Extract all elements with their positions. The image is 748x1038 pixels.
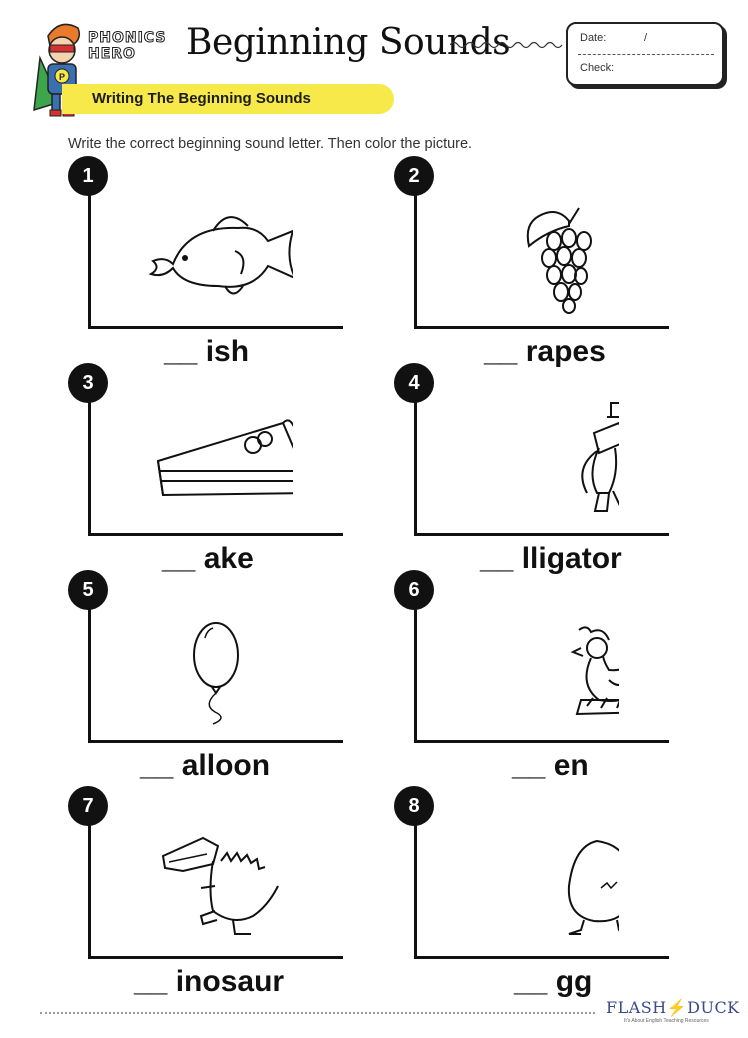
cake-icon xyxy=(143,393,293,523)
egg-icon xyxy=(469,816,619,946)
hen-icon xyxy=(469,600,619,730)
date-slash: / xyxy=(644,32,648,44)
card-border-horizontal xyxy=(414,740,669,743)
word-ending: ish xyxy=(205,335,250,368)
flashduck-logo xyxy=(606,998,740,1017)
item-card-6 xyxy=(408,578,714,782)
item-card-8 xyxy=(408,794,714,998)
word-ending: gg xyxy=(555,965,593,998)
page-title: Beginning Sounds xyxy=(186,22,511,63)
lightning-icon: ⚡ xyxy=(666,998,688,1017)
item-card-3 xyxy=(82,371,388,575)
footer-divider xyxy=(40,1012,595,1014)
card-border-vertical xyxy=(414,816,417,958)
answer-blank: __ xyxy=(164,335,198,368)
alligator-icon xyxy=(469,393,619,523)
date-divider xyxy=(578,54,714,55)
item-number: 3 xyxy=(68,363,108,403)
card-border-horizontal xyxy=(88,740,343,743)
card-border-vertical xyxy=(88,600,91,742)
item-word xyxy=(512,749,589,783)
card-border-horizontal xyxy=(88,956,343,959)
word-ending: inosaur xyxy=(175,965,285,998)
item-number: 7 xyxy=(68,786,108,826)
answer-blank: __ xyxy=(480,542,514,575)
item-number: 2 xyxy=(394,156,434,196)
answer-blank: __ xyxy=(514,965,548,998)
answer-blank: __ xyxy=(484,335,518,368)
dinosaur-icon xyxy=(143,816,293,946)
phonics-hero-logo xyxy=(88,30,183,72)
card-border-vertical xyxy=(88,186,91,328)
fish-icon xyxy=(143,186,293,316)
subtitle: Writing The Beginning Sounds xyxy=(92,90,311,107)
card-border-vertical xyxy=(414,393,417,535)
word-ending: ake xyxy=(203,542,254,575)
word-ending: en xyxy=(553,749,589,782)
item-word xyxy=(162,542,254,576)
word-ending: alloon xyxy=(181,749,271,782)
item-number: 8 xyxy=(394,786,434,826)
logo-line1: PHONICS xyxy=(88,30,167,46)
card-border-vertical xyxy=(88,816,91,958)
item-word xyxy=(484,335,606,369)
word-ending: rapes xyxy=(525,335,606,368)
brand-right: DUCK xyxy=(687,998,740,1017)
item-card-7 xyxy=(82,794,388,998)
check-label: Check: xyxy=(580,62,615,74)
item-number: 6 xyxy=(394,570,434,610)
card-border-horizontal xyxy=(414,956,669,959)
item-word xyxy=(514,965,592,999)
answer-blank: __ xyxy=(134,965,168,998)
brand-left: FLASH xyxy=(606,998,667,1017)
answer-blank: __ xyxy=(162,542,196,575)
item-word xyxy=(164,335,249,369)
balloon-icon xyxy=(143,600,293,730)
logo-line2: HERO xyxy=(88,46,136,62)
brand-tagline: It's About English Teaching Resources xyxy=(624,1018,709,1024)
card-border-vertical xyxy=(414,600,417,742)
item-number: 1 xyxy=(68,156,108,196)
card-border-horizontal xyxy=(88,533,343,536)
item-word xyxy=(134,965,284,999)
svg-text:P: P xyxy=(58,72,66,82)
item-card-1 xyxy=(82,164,388,368)
item-number: 4 xyxy=(394,363,434,403)
item-card-2 xyxy=(408,164,714,368)
date-check-box xyxy=(566,22,724,86)
instructions: Write the correct beginning sound letter. Then color the picture. xyxy=(68,136,473,152)
wavy-line-decoration xyxy=(450,38,565,52)
word-ending: lligator xyxy=(521,542,622,575)
date-label: Date: xyxy=(580,32,607,44)
answer-blank: __ xyxy=(140,749,174,782)
item-word xyxy=(480,542,622,576)
grapes-icon xyxy=(469,186,619,316)
item-number: 5 xyxy=(68,570,108,610)
card-border-horizontal xyxy=(414,533,669,536)
card-border-vertical xyxy=(414,186,417,328)
card-border-horizontal xyxy=(88,326,343,329)
card-border-horizontal xyxy=(414,326,669,329)
card-border-vertical xyxy=(88,393,91,535)
item-word xyxy=(140,749,270,783)
item-card-5 xyxy=(82,578,388,782)
answer-blank: __ xyxy=(512,749,546,782)
item-card-4 xyxy=(408,371,714,575)
